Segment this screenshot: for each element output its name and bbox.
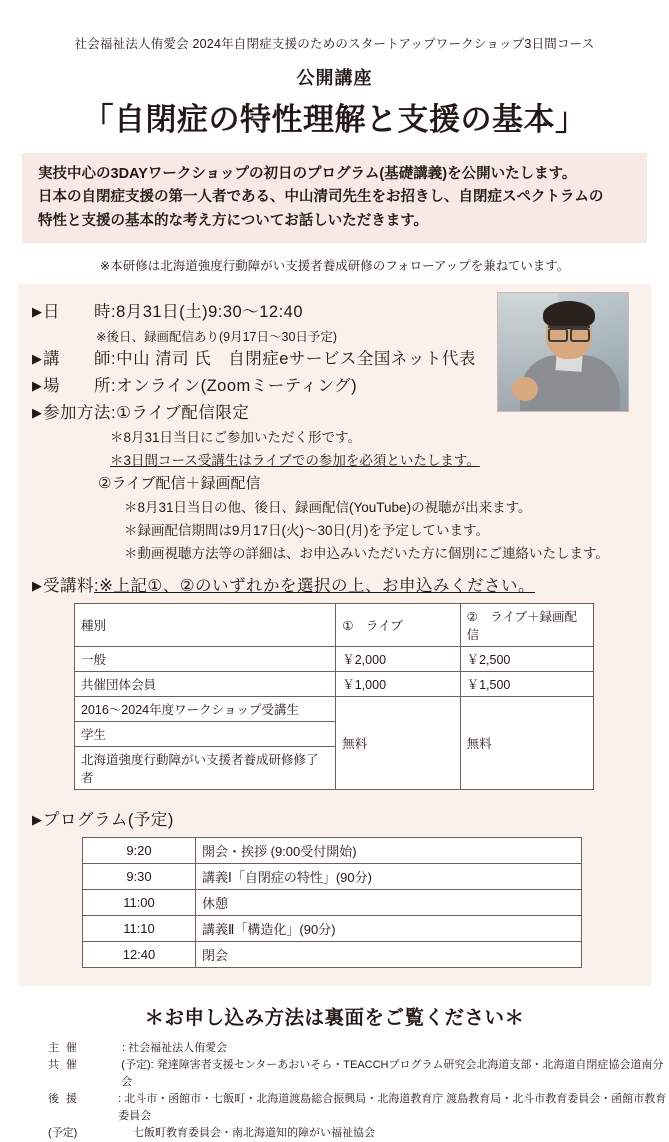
footer-row-host — [48, 1040, 669, 1057]
footer-credits — [48, 1040, 669, 1142]
fee-kind: 学生 — [75, 721, 336, 746]
lead-box — [22, 153, 647, 243]
fee-kind: 2016～2024年度ワークショップ受講生 — [75, 696, 336, 721]
table-row — [75, 646, 594, 671]
place-value: :オンライン(Zoomミーティング) — [111, 376, 358, 395]
footer-support-value: : 北斗市・函館市・七飯町・北海道渡島総合振興局・北海道教育庁 渡島教育局・北斗市教育委員会・函館市教育委員会 — [118, 1092, 667, 1122]
page-title: 「自閉症の特性理解と支援の基本」 — [82, 102, 587, 137]
table-row — [83, 889, 582, 915]
details-panel — [18, 284, 651, 985]
program-time: 11:00 — [83, 889, 196, 915]
join-value: :①ライブ配信限定 — [111, 403, 250, 422]
table-row — [75, 696, 594, 721]
photo-person-hair — [543, 301, 595, 329]
lead-line-3: 特性と支援の基本的な考え方についてお話しいただきます。 — [38, 212, 429, 229]
program-content: 開会・挨拶 (9:00受付開始) — [196, 837, 582, 863]
fee-price-b: ￥1,500 — [460, 671, 593, 696]
open-lecture-label: 公開講座 — [296, 68, 373, 88]
lecturer-label: 講 師 — [43, 350, 111, 369]
footer-host-label: 主 催 — [48, 1041, 80, 1054]
triangle-bullet-icon: ▶ — [32, 304, 42, 320]
join-option-2: ②ライブ配信＋録画配信 — [98, 474, 261, 492]
table-row — [75, 671, 594, 696]
fee-price-a: ￥1,000 — [336, 671, 460, 696]
program-content: 講義Ⅰ「自閉症の特性」(90分) — [196, 863, 582, 889]
program-heading — [32, 806, 637, 830]
date-label: 日 時 — [43, 303, 111, 322]
fee-price-b-free: 無料 — [460, 696, 593, 789]
footer-cohost-value: (予定): 発達障害者支援センターあおいそら・TEACCHプログラム研究会北海道支部・北海道自閉症協会道南分会 — [121, 1058, 664, 1088]
table-row — [83, 863, 582, 889]
flyer-page — [0, 34, 669, 1139]
date-value: :8月31日(土)9:30～12:40 — [111, 303, 304, 322]
fee-header-live: ① ライブ — [336, 603, 460, 646]
join-note-5: ＊動画視聴方法等の詳細は、お申込みいただいた方に個別にご連絡いたします。 — [124, 545, 609, 561]
fee-value: :※上記①、②のいずれかを選択の上、お申込みください。 — [94, 576, 535, 595]
join-note-1: ＊8月31日当日にご参加いただく形です。 — [110, 430, 361, 446]
table-row — [83, 915, 582, 941]
program-time: 9:20 — [83, 837, 196, 863]
triangle-bullet-icon: ▶ — [32, 351, 42, 367]
program-content: 休憩 — [196, 889, 582, 915]
followup-note: ※本研修は北海道強度行動障がい支援者養成研修のフォローアップを兼ねています。 — [99, 259, 570, 274]
program-content: 講義Ⅱ「構造化」(90分) — [196, 915, 582, 941]
footer-support-planned-label: (予定) — [48, 1126, 78, 1139]
fee-kind: 一般 — [75, 646, 336, 671]
fee-table — [74, 603, 594, 790]
fee-price-a: ￥2,000 — [336, 646, 460, 671]
apply-instruction: ＊お申し込み方法は裏面をご覧ください＊ — [144, 1006, 525, 1029]
table-row — [83, 837, 582, 863]
fee-price-a-free: 無料 — [336, 696, 460, 789]
lead-line-2: 日本の自閉症支援の第一人者である、中山清司先生をお招きし、自閉症スペクトラムの — [38, 189, 604, 206]
footer-row-cohost — [48, 1057, 669, 1091]
fee-label: 受講料 — [43, 576, 94, 595]
lead-line-1: 実技中心の3DAYワークショップの初日のプログラム(基礎講義)を公開いたします。 — [38, 166, 577, 182]
table-header-row — [75, 603, 594, 646]
date-note: ※後日、録画配信あり(9月17日～30日予定) — [96, 330, 338, 345]
fee-header-kind: 種別 — [75, 603, 336, 646]
triangle-bullet-icon: ▶ — [32, 404, 42, 420]
join-label: 参加方法 — [43, 403, 111, 422]
program-content: 閉会 — [196, 941, 582, 967]
footer-row-support — [48, 1091, 669, 1125]
footer-host-value: : 社会福祉法人侑愛会 — [122, 1041, 228, 1054]
detail-row-fee — [32, 572, 637, 596]
fee-price-b: ￥2,500 — [460, 646, 593, 671]
footer-support-value-2: 七飯町教育委員会・南北海道知的障がい福祉協会 — [122, 1126, 375, 1139]
program-table — [82, 837, 582, 968]
program-time: 12:40 — [83, 941, 196, 967]
join-note-2: ＊3日間コース受講生はライブでの参加を必須といたします。 — [110, 452, 480, 468]
footer-cohost-label: 共 催 — [48, 1058, 80, 1071]
glasses-icon — [548, 326, 590, 339]
program-label: プログラム(予定) — [43, 810, 174, 829]
lecturer-value: :中山 清司 氏 自閉症eサービス全国ネット代表 — [111, 350, 476, 369]
footer-row-support-2 — [48, 1125, 669, 1142]
program-time: 9:30 — [83, 863, 196, 889]
fee-kind: 共催団体会員 — [75, 671, 336, 696]
join-notes — [32, 427, 637, 565]
fee-header-live-rec: ② ライブ＋録画配信 — [460, 603, 593, 646]
fee-kind: 北海道強度行動障がい支援者養成研修修了者 — [75, 746, 336, 789]
join-note-3: ＊8月31日当日の他、後日、録画配信(YouTube)の視聴が出来ます。 — [124, 499, 532, 515]
triangle-bullet-icon: ▶ — [32, 811, 42, 827]
triangle-bullet-icon: ▶ — [32, 377, 42, 393]
place-label: 場 所 — [43, 376, 111, 395]
program-time: 11:10 — [83, 915, 196, 941]
footer-support-label: 後 援 — [48, 1092, 80, 1105]
table-row — [83, 941, 582, 967]
lecturer-photo — [497, 292, 629, 412]
triangle-bullet-icon: ▶ — [32, 577, 42, 593]
join-note-4: ＊録画配信期間は9月17日(火)～30日(月)を予定しています。 — [124, 522, 489, 538]
organization-line: 社会福祉法人侑愛会 2024年自閉症支援のためのスタートアップワークショップ3日間コース — [74, 37, 595, 51]
